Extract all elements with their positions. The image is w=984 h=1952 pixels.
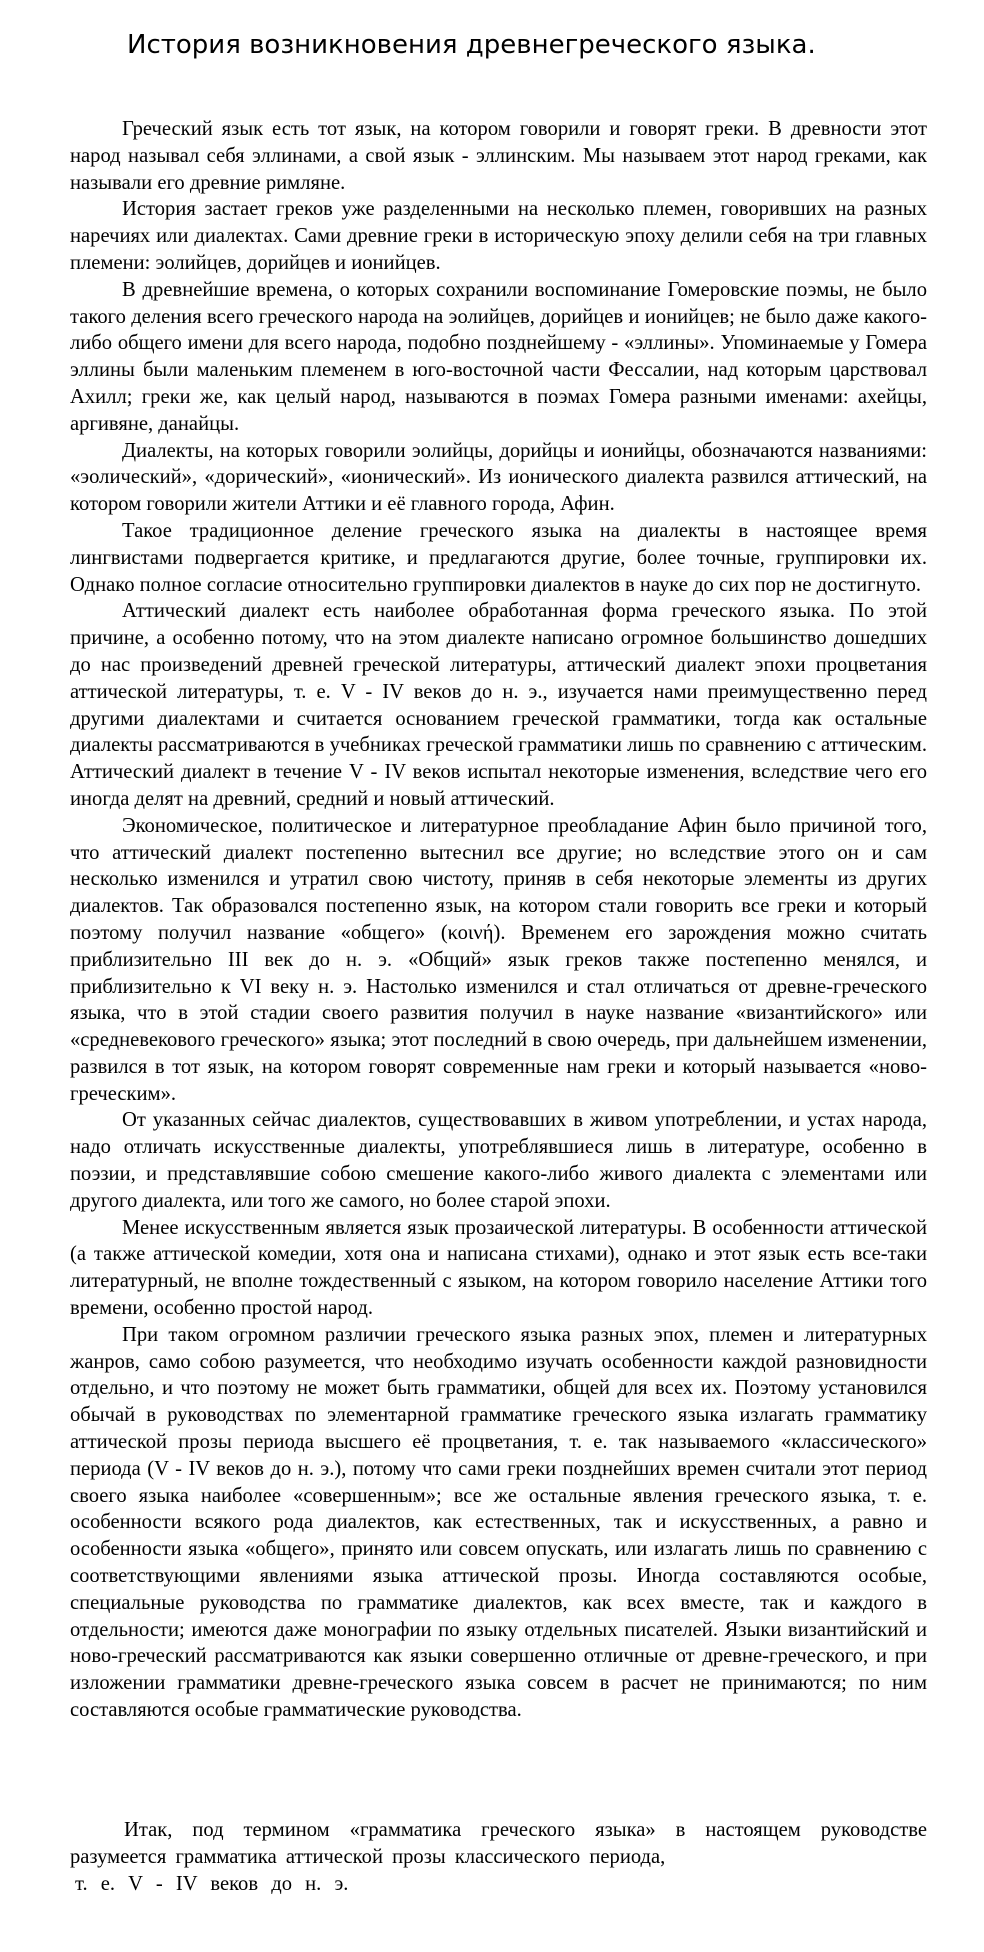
paragraph: История застает греков уже разделенными на несколько племен, говоривших на разных наречиях или диалектах. Сами древние греки в историческую эпоху делили себя на три главных племени: эолийцев, дорийцев и ионийцев. xyxy=(70,198,927,274)
paragraph: Экономическое, политическое и литературное преобладание Афин было причиной того, что аттический диалект постепенно вытеснил все другие; но вследствие этого он и сам несколько изменился и утратил свою чистоту, приняв в себя некоторые элементы из других диалектов. Так образовался постепенно язык, на котором стали говорить все греки и который поэтому получил название «общего» (κοινή). Временем его зарождения можно считать приблизительно III век до н. э. «Общий» язык греков также постепенно менялся, и приблизительно к VI веку н. э. Настолько изменился и стал отличаться от древне-греческого языка, что в этой стадии своего развития получил в науке название «византийского» или «средневекового греческого» языка; этот последний в свою очередь, при дальнейшем изменении, развился в тот язык, на котором говорят современные нам греки и который называется «ново-греческим». xyxy=(70,814,927,1105)
document-body xyxy=(70,116,927,1724)
paragraph: Аттический диалект есть наиболее обработанная форма греческого языка. По этой причине, а особенно потому, что на этом диалекте написано огромное большинство дошедших до нас произведений древней греческой литературы, аттический диалект эпохи процветания аттической литературы, т. е. V - IV веков до н. э., изучается нами преимущественно перед другими диалектами и считается основанием греческой грамматики, тогда как остальные диалекты рассматриваются в учебниках греческой грамматики лишь по сравнению с аттическим. Аттический диалект в течение V - IV веков испытал некоторые изменения, вследствие чего его иногда делят на древний, средний и новый аттический. xyxy=(70,600,927,810)
paragraph: Греческий язык есть тот язык, на котором говорили и говорят греки. В древности этот народ называл себя эллинами, а свой язык - эллинским. Мы называем этот народ греками, как называли его древние римляне. xyxy=(70,118,927,194)
closing-paragraph: Итак, под термином «грамматика греческого языка» в настоящем руководстве разумеется грамматика аттической прозы классического периода, xyxy=(70,1819,927,1868)
paragraph: От указанных сейчас диалектов, существовавших в живом употреблении, и устах народа, надо отличать искусственные диалекты, употреблявшиеся лишь в литературе, особенно в поэзии, и представлявшие собою смешение какого-либо живого диалекта с элементами или другого диалекта, или того же самого, но более старой эпохи. xyxy=(70,1109,927,1212)
closing-last-line: т. е. V - IV веков до н. э. xyxy=(75,1873,349,1895)
paragraph: При таком огромном различии греческого языка разных эпох, племен и литературных жанров, само собою разумеется, что необходимо изучать особенности каждой разновидности отдельно, и что поэтому не может быть грамматики, общей для всех их. Поэтому установился обычай в руководствах по элементарной грамматике греческого языка излагать грамматику аттической прозы периода высшего её процветания, т. е. так называемого «классического» периода (V - IV веков до н. э.), потому что сами греки позднейших времен считали этот период своего языка наиболее «совершенным»; все же остальные явления греческого языка, т. е. особенности всякого рода диалектов, как естественных, так и искусственных, а равно и особенности языка «общего», принято или совсем опускать, или излагать лишь по сравнению с соответствующими явлениями языка аттической прозы. Иногда составляются особые, специальные руководства по грамматике диалектов, как всех вместе, так и каждого в отдельности; имеются даже монографии по языку отдельных писателей. Языки византийский и ново-греческий рассматриваются как языки совершенно отличные от древне-греческого, и при изложении грамматики древне-греческого языка совсем в расчет не принимаются; по ним составляются особые грамматические руководства. xyxy=(70,1323,927,1722)
paragraph: Диалекты, на которых говорили эолийцы, дорийцы и ионийцы, обозначаются названиями: «эолический», «дорический», «ионический». Из ионического диалекта развился аттический, на котором говорили жители Аттики и её главного города, Афин. xyxy=(70,439,927,516)
paragraph: Такое традиционное деление греческого языка на диалекты в настоящее время лингвистами подвергается критике, и предлагаются другие, более точные, группировки их. Однако полное согласие относительно группировки диалектов в науке до сих пор не достигнуто. xyxy=(70,519,927,596)
page-title: История возникновения древнегреческого языка. xyxy=(127,30,816,60)
paragraph: Менее искусственным является язык прозаической литературы. В особенности аттической (а также аттической комедии, хотя она и написана стихами), однако и этот язык есть все-таки литературный, не вполне тождественный с языком, на котором говорило население Аттики того времени, особенно простой народ. xyxy=(70,1216,927,1320)
paragraph: В древнейшие времена, о которых сохранили воспоминание Гомеровские поэмы, не было такого деления всего греческого народа на эолийцев, дорийцев и ионийцев; не было даже какого-либо общего имени для всего народа, подобно позднейшему - «эллины». Упоминаемые у Гомера эллины были маленьким племенем в юго-восточной части Фессалии, над которым царствовал Ахилл; греки же, как целый народ, называются в поэмах Гомера разными именами: ахейцы, аргивяне, данайцы. xyxy=(70,278,927,435)
closing-section xyxy=(70,1817,927,1898)
